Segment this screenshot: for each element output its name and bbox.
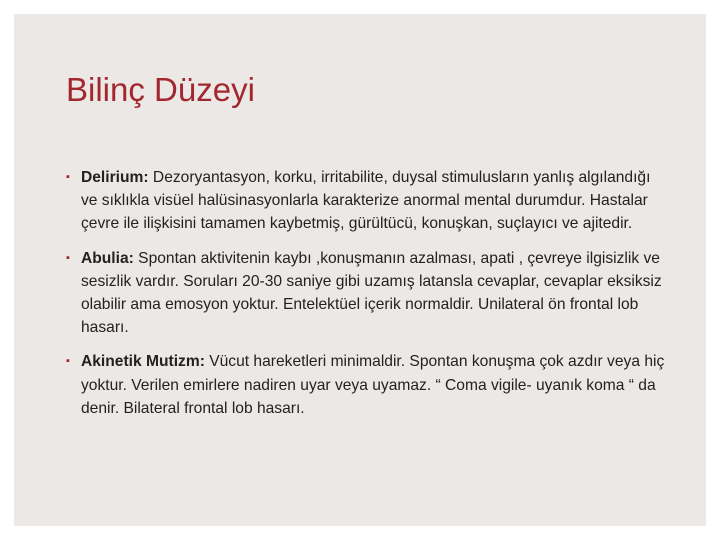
bullet-item-abulia <box>66 247 666 340</box>
slide-title: Bilinç Düzeyi <box>66 71 255 108</box>
bullet-term: Abulia: <box>81 249 134 267</box>
bullet-item-delirium <box>66 166 666 236</box>
bullet-list <box>66 166 666 431</box>
square-bullet-icon: ▪ <box>66 355 70 368</box>
square-bullet-icon: ▪ <box>66 171 70 183</box>
bullet-text: Spontan aktivitenin kaybı ,konuşmanın azalması, apati , çevreye ilgisizlik ve sesizlik vardır. Soruları 20-30 saniye gibi uzamış latansla cevaplar, cevaplar eksiksiz olabilir ama emosyon yoktur. Entelektüel içerik normaldir. Unilateral ön frontal lob hasarı. <box>81 249 662 337</box>
bullet-text: Vücut hareketleri minimaldir. Spontan konuşma çok azdır veya hiç yoktur. Verilen emirlere nadiren uyar veya uyamaz. “ Coma vigile- uyanık koma “ da denir. Bilateral frontal lob hasarı. <box>81 353 665 417</box>
square-bullet-icon: ▪ <box>66 251 70 264</box>
bullet-term: Delirium: <box>81 169 149 186</box>
bullet-item-akinetik-mutizm <box>66 350 666 420</box>
slide <box>14 14 706 526</box>
bullet-text: Dezoryantasyon, korku, irritabilite, duysal stimulusların yanlış algılandığı ve sıklıkla visüel halüsinasyonlarla karakterize anormal mental durumdur. Hastalar çevre ile ilişkisini tamamen kaybetmiş, gürültücü, konuşkan, suçlayıcı ve ajitedir. <box>81 169 651 233</box>
bullet-term: Akinetik Mutizm: <box>81 353 205 371</box>
